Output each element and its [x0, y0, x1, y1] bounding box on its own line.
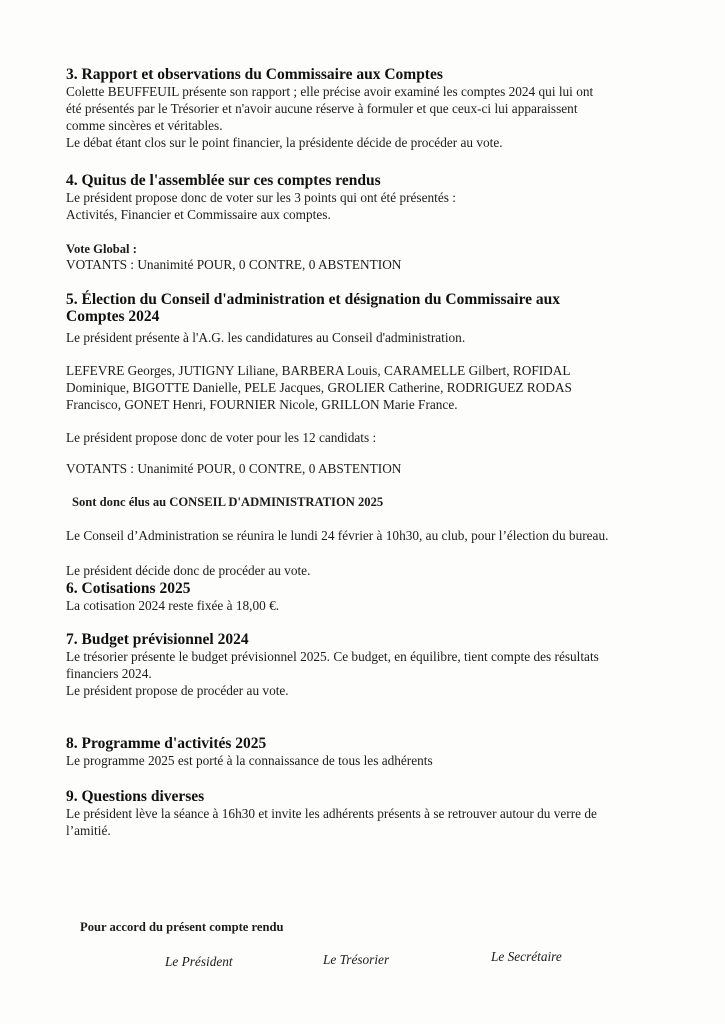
board-meeting-note: Le Conseil d’Administration se réunira le lundi 24 février à 10h30, au club, pour l’élection du bureau. [66, 528, 609, 543]
section-7-line: Le trésorier présente le budget prévisionnel 2025. Ce budget, en équilibre, tient compte des résultats [66, 649, 599, 664]
section-3-line: Le débat étant clos sur le point financier, la présidente décide de procéder au vote. [66, 135, 503, 150]
vote-global-label: Vote Global : [66, 242, 137, 256]
candidates-line: LEFEVRE Georges, JUTIGNY Liliane, BARBERA Louis, CARAMELLE Gilbert, ROFIDAL [66, 363, 571, 378]
section-9-body [66, 805, 597, 839]
section-8-body: Le programme 2025 est porté à la connaissance de tous les adhérents [66, 753, 433, 768]
candidates-list [66, 362, 572, 413]
section-3-heading: 3. Rapport et observations du Commissaire aux Comptes [66, 66, 443, 83]
section-5-heading [66, 291, 560, 325]
section-4-line: Le président propose donc de voter sur les 3 points qui ont été présentés : [66, 190, 456, 205]
section-3-body [66, 83, 593, 151]
section-9-line: l’amitié. [66, 823, 111, 838]
section-3-line: comme sincères et véritables. [66, 118, 223, 133]
section-4-heading: 4. Quitus de l'assemblée sur ces comptes rendus [66, 172, 381, 189]
section-3-line: été présentés par le Trésorier et n'avoir aucune réserve à formuler et que ceux-ci lui apparaissent [66, 101, 578, 116]
approval-statement: Pour accord du présent compte rendu [80, 920, 284, 934]
section-7-body [66, 648, 599, 699]
signature-treasurer: Le Trésorier [323, 952, 390, 967]
section-7-line: financiers 2024. [66, 666, 152, 681]
candidates-line: Dominique, BIGOTTE Danielle, PELE Jacques, GROLIER Catherine, RODRIGUEZ RODAS [66, 380, 572, 395]
section-5-heading-line: 5. Élection du Conseil d'administration et désignation du Commissaire aux [66, 291, 561, 308]
candidates-line: Francisco, GONET Henri, FOURNIER Nicole, GRILLON Marie France. [66, 397, 458, 412]
section-6-heading: 6. Cotisations 2025 [66, 580, 191, 597]
candidates-proposal: Le président propose donc de voter pour les 12 candidats : [66, 430, 377, 445]
section-4-body [66, 189, 456, 223]
elected-statement: Sont donc élus au CONSEIL D'ADMINISTRATION 2025 [72, 495, 384, 509]
section-9-line: Le président lève la séance à 16h30 et invite les adhérents présents à se retrouver autour du verre de [66, 806, 597, 821]
signature-president: Le Président [165, 954, 233, 969]
section-5-heading-line: Comptes 2024 [66, 308, 160, 325]
vote-global-result: VOTANTS : Unanimité POUR, 0 CONTRE, 0 ABSTENTION [66, 257, 402, 272]
candidates-vote-result: VOTANTS : Unanimité POUR, 0 CONTRE, 0 ABSTENTION [66, 461, 402, 476]
vote-call: Le président décide donc de procéder au vote. [66, 563, 311, 578]
signature-secretary: Le Secrétaire [491, 949, 562, 964]
section-7-line: Le président propose de procéder au vote. [66, 683, 289, 698]
section-5-intro: Le président présente à l'A.G. les candidatures au Conseil d'administration. [66, 330, 466, 345]
section-4-line: Activités, Financier et Commissaire aux comptes. [66, 207, 331, 222]
section-8-heading: 8. Programme d'activités 2025 [66, 735, 267, 752]
section-7-heading: 7. Budget prévisionnel 2024 [66, 631, 249, 648]
section-3-line: Colette BEUFFEUIL présente son rapport ; elle précise avoir examiné les comptes 2024 qui lui ont [66, 84, 594, 99]
section-9-heading: 9. Questions diverses [66, 788, 205, 805]
section-6-body: La cotisation 2024 reste fixée à 18,00 €. [66, 598, 280, 613]
